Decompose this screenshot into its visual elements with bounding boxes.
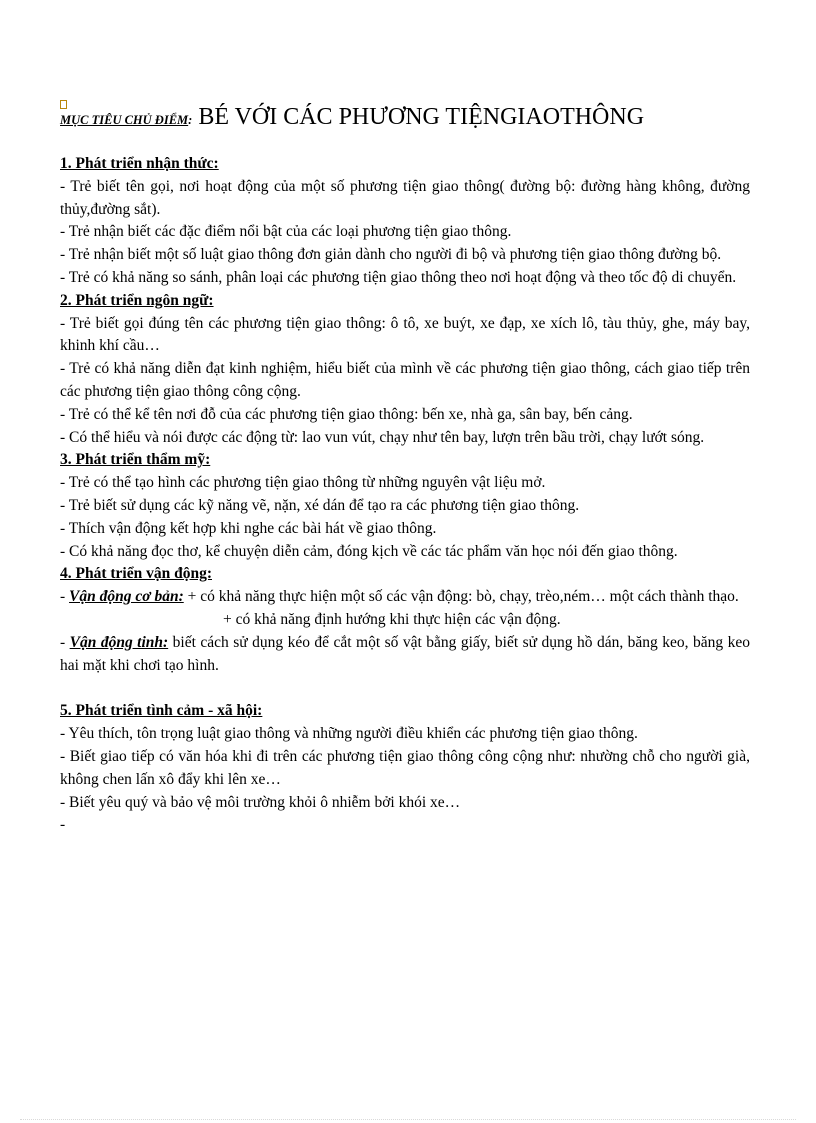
paragraph: - Trẻ biết gọi đúng tên các phương tiện giao thông: ô tô, xe buýt, xe đạp, xe xích lô, tàu thủy, ghe, máy bay, khinh khí cầu… xyxy=(60,314,750,355)
document-title xyxy=(60,104,760,131)
dash: - xyxy=(60,633,70,651)
paragraph: - Có khả năng đọc thơ, kể chuyện diễn cảm, đóng kịch về các tác phẩm văn học nói đến giao thông. xyxy=(60,542,678,560)
section-heading-4: 4. Phát triển vận động: xyxy=(60,565,212,583)
page-bottom-rule xyxy=(20,1119,796,1120)
paragraph-gross-motor xyxy=(60,586,750,609)
paragraph: - Trẻ biết tên gọi, nơi hoạt động của một số phương tiện giao thông( đường bộ: đường hàng không, đường thủy,đường sắt). xyxy=(60,177,750,218)
paragraph-gross-motor-2: + có khả năng định hướng khi thực hiện các vận động. xyxy=(223,610,561,628)
subheading-gross-motor: Vận động cơ bản: xyxy=(69,588,184,606)
paragraph: - Có thể hiểu và nói được các động từ: lao vun vút, chạy như tên bay, lượn trên bầu trời, chạy lướt sóng. xyxy=(60,428,705,446)
paragraph: - Trẻ nhận biết các đặc điểm nổi bật của các loại phương tiện giao thông. xyxy=(60,223,512,241)
section-heading-3: 3. Phát triển thẩm mỹ: xyxy=(60,451,211,469)
gross-motor-text: + có khả năng thực hiện một số các vận động: bò, chạy, trèo,ném… một cách thành thạo. xyxy=(183,588,739,606)
spacer xyxy=(60,677,750,700)
title-separator: : xyxy=(188,113,193,127)
fine-motor-text: biết cách sử dụng kéo để cắt một số vật bằng giấy, biết sử dụng hồ dán, băng keo, băng keo hai mặt khi chơi tạo hình. xyxy=(60,633,750,674)
title-label: MỤC TIÊU CHỦ ĐIỂM xyxy=(60,113,189,127)
paragraph: - Biết giao tiếp có văn hóa khi đi trên các phương tiện giao thông công cộng như: nhường chỗ cho người già, không chen lấn xô đẩy khi lên xe… xyxy=(60,747,750,788)
document-body xyxy=(60,153,750,837)
paragraph: - Yêu thích, tôn trọng luật giao thông và những người điều khiển các phương tiện giao thông. xyxy=(60,725,638,743)
section-heading-1: 1. Phát triển nhận thức: xyxy=(60,155,219,172)
paragraph: - Thích vận động kết hợp khi nghe các bài hát về giao thông. xyxy=(60,519,437,537)
paragraph: - Trẻ có thể kể tên nơi đỗ của các phương tiện giao thông: bến xe, nhà ga, sân bay, bến cảng. xyxy=(60,405,633,423)
paragraph: - Trẻ nhận biết một số luật giao thông đơn giản dành cho người đi bộ và phương tiện giao thông đường bộ. xyxy=(60,246,722,264)
paragraph: - Biết yêu quý và bảo vệ môi trường khỏi ô nhiễm bởi khói xe… xyxy=(60,793,461,811)
title-main: BÉ VỚI CÁC PHƯƠNG TIỆNGIAOTHÔNG xyxy=(192,104,645,130)
paragraph: - Trẻ biết sử dụng các kỹ năng vẽ, nặn, xé dán để tạo ra các phương tiện giao thông. xyxy=(60,496,580,514)
section-heading-5: 5. Phát triển tình cảm - xã hội: xyxy=(60,702,263,720)
dash: - xyxy=(60,588,70,606)
section-heading-2: 2. Phát triển ngôn ngữ: xyxy=(60,291,214,309)
paragraph: - Trẻ có khả năng so sánh, phân loại các phương tiện giao thông theo nơi hoạt động và theo tốc độ di chuyển. xyxy=(60,268,737,286)
paragraph: - xyxy=(60,816,66,834)
paragraph-fine-motor xyxy=(60,632,750,678)
subheading-fine-motor: Vận động tinh: xyxy=(69,633,169,651)
paragraph: - Trẻ có thể tạo hình các phương tiện giao thông từ những nguyên vật liệu mở. xyxy=(60,474,546,492)
paragraph: - Trẻ có khả năng diễn đạt kinh nghiệm, hiểu biết của mình về các phương tiện giao thông, cách giao tiếp trên các phương tiện giao thông công cộng. xyxy=(60,360,750,400)
